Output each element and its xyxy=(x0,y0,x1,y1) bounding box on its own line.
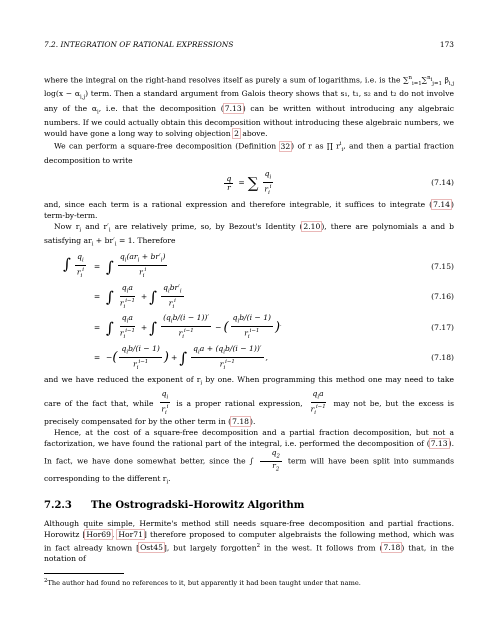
eq-ref-7-18[interactable]: 7.18 xyxy=(232,417,250,427)
paragraph-2: We can perform a square-free decomposition (Definition 32) of r as ∏ $r^i_i$, and then a partial fraction decomposition to write xyxy=(44,141,454,166)
eq-ref-2-10[interactable]: 2.10 xyxy=(303,221,321,231)
subsection-number: 7.2.3 xyxy=(44,499,72,511)
equation-7-18: = − ( $\frac{q_ib/(i - 1)}{r_i^{i-1}}$ ) + ∫ $\frac{q_ia + (q_ib/(i - 1))'}{r_i^{i-1}}$ , (7.18) xyxy=(93,343,454,371)
equation-7-17: = ∫ $\frac{q_ia}{r_i^{i-1}}$ + ∫ $\frac{(q_ib/(i - 1))'}{r_i^{i-1}}$ − ( $\frac{q_ib/(i - 1)}{r_i^{i-1}}$ ) ′ (7.17) xyxy=(93,313,454,341)
equation-number: (7.14) xyxy=(431,178,454,188)
running-header xyxy=(44,40,454,51)
footnote-rule xyxy=(44,573,124,574)
paragraph-1: where the integral on the right-hand resolves itself as purely a sum of logarithms, i.e. is the ∑$^n_{i=1}$∑$^{n_i}_{j=1}$ $\beta_{i,j}$ $\log(x - \alpha_{i,j})$ term. Then a standard argument from Galois theory shows that s₁, t₁, s₂ and t₂ do not involve any of the $\alpha_i$, i.e. that the decomposition (7.13) can be written without introducing any algebraic numbers. If we could actually obtain this decomposition without introducing these algebraic numbers, we would have gone a long way to solving objection 2 above. xyxy=(44,74,454,138)
equation-number: (7.16) xyxy=(431,292,454,302)
paragraph-7: Although quite simple, Hermite's method still needs square-free decomposition and partial fractions. Horowitz [Hor69, Hor71] therefore proposed to computer algebraists the following method, which was in fact already known [Ost45], but largely forgotten$^2$ in the west. It follows from (7.18) that, in the notation of xyxy=(44,519,454,563)
equation-7-15: ∫ $\frac{q_i}{r_i^i}$ = ∫ $\frac{q_i(ar_i + br'_i)}{r_i^i}$ (7.15) xyxy=(63,252,454,280)
paragraph-6: Hence, at the cost of a square-free decomposition and a partial fraction decomposition, but not a factorization, we have found the rational part of the integral, i.e. performed the decomposition of (7.13). In fact, we have done somewhat better, since the ∫ $\frac{q_2}{r_2}$ term will have been split into summands corresponding to the different $r_i$. xyxy=(44,427,454,486)
running-title: 7.2. INTEGRATION OF RATIONAL EXPRESSIONS xyxy=(44,40,234,49)
definition-ref[interactable]: 32 xyxy=(280,141,291,151)
equation-number: (7.17) xyxy=(431,322,454,332)
equation-7-16: = ∫ $\frac{q_ia}{r_i^{i-1}}$ + ∫ $\frac{q_ibr'_i}{r_i^i}$ (7.16) xyxy=(93,282,454,310)
footnote: $^2$The author had found no references to it, but apparently it had been taught under that name. xyxy=(44,577,361,587)
paragraph-3: and, since each term is a rational expression and therefore integrable, it suffices to integrate (7.14) term-by-term. xyxy=(44,200,454,221)
eq-ref-7-13[interactable]: 7.13 xyxy=(224,103,242,113)
cite-hor69[interactable]: Hor69 xyxy=(86,529,111,539)
paragraph-5: and we have reduced the exponent of $r_i$ by one. When programming this method one may need to take care of the fact that, while $\frac{q_i}{r_i^i}$ is a proper rational expression, $\frac{q_ia}{r_i^{i-1}}$ may not be, but the excess is precisely compensated for by the other term in (7.18). xyxy=(44,375,455,427)
objection-ref[interactable]: 2 xyxy=(234,128,239,138)
eq-ref-7-14[interactable]: 7.14 xyxy=(433,200,451,210)
eq-ref-7-13b[interactable]: 7.13 xyxy=(430,438,448,448)
equation-7-14: $\frac{q}{r}$ = ∑ $\frac{q_i}{r_i^i}$ (7.14) xyxy=(226,168,454,196)
cite-ost45[interactable]: Ost45 xyxy=(140,543,163,553)
page xyxy=(44,40,454,587)
page-number: 173 xyxy=(439,40,454,49)
equation-block-7-15-7-18 xyxy=(52,253,454,372)
subsection-heading xyxy=(44,501,454,512)
eq-ref-7-18b[interactable]: 7.18 xyxy=(383,543,401,553)
footnote-mark[interactable]: 2 xyxy=(256,542,261,549)
equation-number: (7.15) xyxy=(431,261,454,271)
cite-hor71[interactable]: Hor71 xyxy=(118,529,143,539)
subsection-title: The Ostrogradski–Horowitz Algorithm xyxy=(90,499,305,511)
equation-number: (7.18) xyxy=(431,353,454,363)
paragraph-4: Now $r_i$ and $r'_i$ are relatively prime, so, by Bezout's Identity (2.10), there are polynomials a and b satisfying $ar_i + br'_i = 1$. Therefore xyxy=(44,221,455,248)
